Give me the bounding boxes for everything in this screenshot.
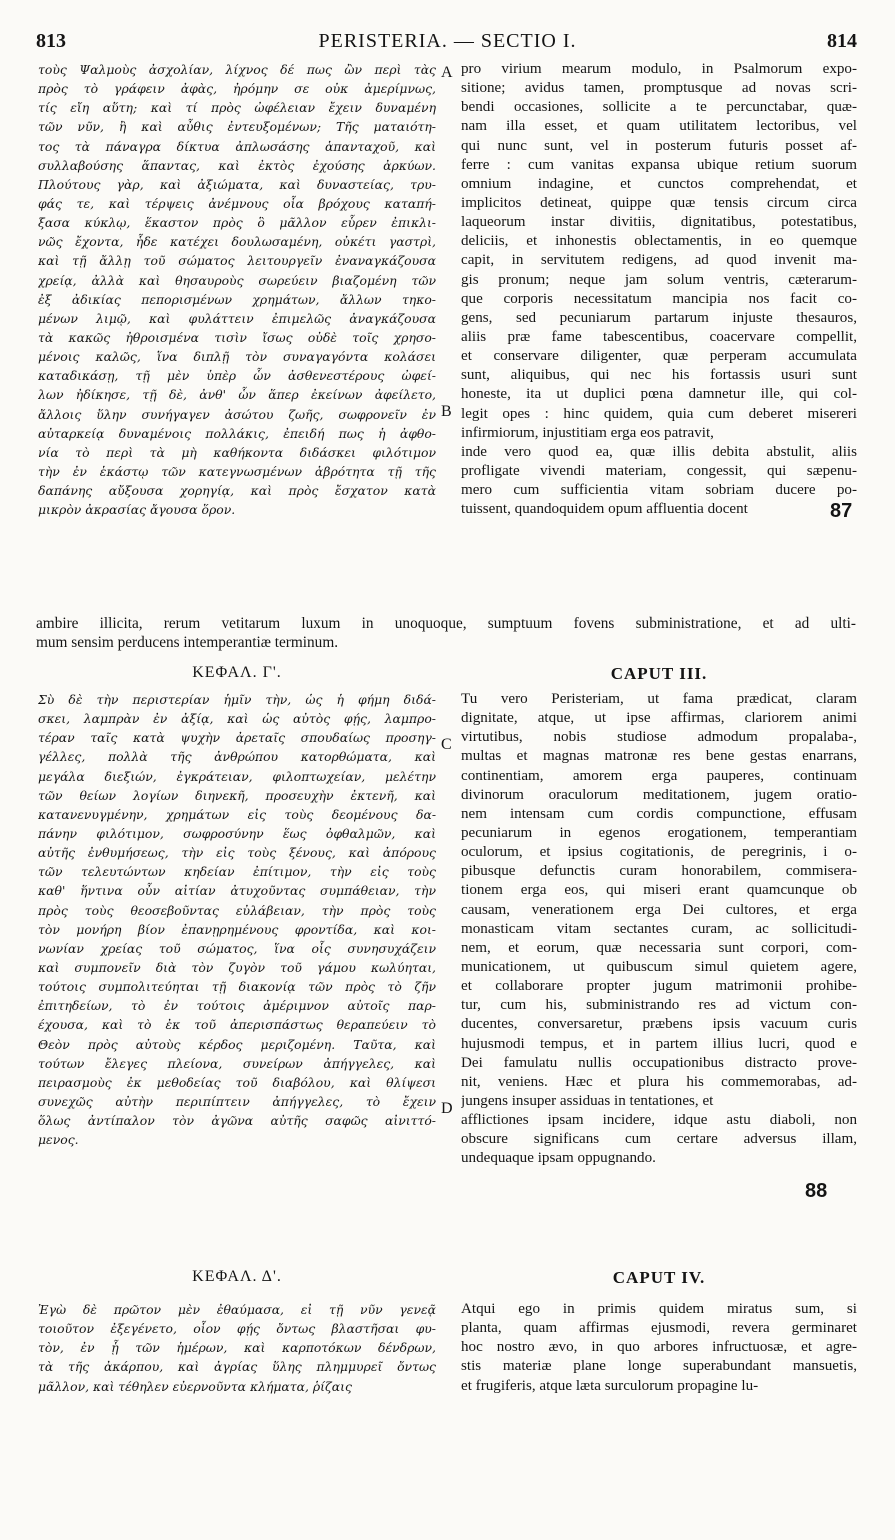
latin-column-block-2 — [461, 690, 857, 1175]
text-line: έχουσα, καὶ τὸ ἐκ τοῦ ἀπερισπάστως θεραπεύειν τὸ — [38, 1017, 436, 1033]
text-line: omnium indagine, et cunctos comprehendat, et — [461, 175, 857, 192]
text-line: συλλαβούσης ἅπαντας, καὶ ἐκτὸς ἐχούσης ἀρκύων. — [38, 157, 436, 173]
text-line: τέραν ταῖς κατὰ ψυχὴν ἀρεταῖς σπουδαίως προσηγ- — [38, 730, 436, 746]
text-line: oculorum, et ipsius cogitationis, de peregrinis, i o- — [461, 844, 857, 861]
margin-number: 87 — [830, 500, 853, 522]
text-line: καταδικάσῃ, τῇ μὲν ὑπὲρ ὧν ἀσθενεστέρους ὠφεί- — [38, 368, 436, 384]
text-line: τὸν, ἐν ᾗ τῶν ἡμέρων, καὶ καρποτόκων δένδρων, — [38, 1340, 436, 1356]
text-line: τὸν μονήρη βίον ἐπανῃρημένους φροντίδα, καὶ κοι- — [38, 921, 436, 937]
text-line: profligate vivendi materiam, congessit, qui sæpenu- — [461, 462, 857, 479]
text-line: σκει, λαμπρὰν ἐν ἀξίᾳ, καὶ ὡς αὐτὸς φῄς, λαμπρο- — [38, 711, 436, 727]
text-line: tur, cum his, subministrando res ad victum con- — [461, 997, 857, 1014]
margin-letter: A — [441, 64, 453, 81]
text-line: honeste, ita ut duplici pœna damnetur ille, qui col- — [461, 386, 857, 403]
greek-column-block-3 — [38, 1300, 436, 1410]
greek-column-block-1 — [38, 60, 436, 530]
text-line: nem, et eorum, quæ necessaria sunt corpori, com- — [461, 939, 857, 956]
text-line: inde vero quod ea, quæ illis debita abstulit, aliis — [461, 443, 857, 460]
text-line: ὅλως ἀντίπαλον τὸν ἀγῶνα αὐτῆς σαφῶς αἰνιττό- — [38, 1113, 436, 1129]
text-line: causam, venerationem erga Dei cultores, et erga — [461, 901, 857, 918]
text-line: καὶ τῇ ἄλλῃ τοῦ σώματος λειτουργεῖν ἐναναγκάζουσα — [38, 253, 436, 269]
text-line: πρὸς τὸ γράφειν ἀφὰς, ἠρόμην σε οὐκ ἀμερίμνως, — [38, 81, 436, 97]
fullwidth-continuation — [36, 614, 856, 652]
text-line: pibusque defunctis curam honorabilem, commisera- — [461, 863, 857, 880]
text-line: τοὺς Ψαλμοὺς ἀσχολίαν, λίχνος δέ πως ὢν περὶ τὰς — [38, 62, 436, 77]
text-line: nit, veniens. Hæc et plura his commemorabas, ad- — [461, 1073, 857, 1090]
latin-chapter-heading-4: CAPUT IV. — [612, 1268, 706, 1287]
text-line: μένοις καλῶς, ἵνα διπλῇ τὸν συναγαγόντα κολάσει — [38, 349, 436, 365]
text-line: mero cum sufficientia vitam sobriam ducere po- — [461, 482, 857, 499]
text-line: infirmiorum, injustitiam erga eos patravit, — [461, 424, 714, 441]
margin-number: 88 — [805, 1180, 828, 1202]
text-line: dignitate, atque, ut ipse affirmas, clariorem animi — [461, 710, 857, 727]
text-line: implicitos detineat, quippe quæ tensis circum circa — [461, 194, 857, 211]
text-line: tuissent, quandoquidem opum affluentia docent — [461, 501, 748, 518]
fullwidth-line: ambire illicita, rerum vetitarum luxum in unoquoque, sumptuum fovens subministratione, et ad ulti- — [36, 615, 856, 632]
margin-letter: D — [441, 1100, 453, 1117]
text-line: νία τὸ περὶ τὰ μὴ καθήκοντα διδάσκει φιλότιμον — [38, 444, 436, 460]
text-line: et frugiferis, atque læta surculorum propagine lu- — [461, 1377, 759, 1394]
text-line: nam illa esset, et quam utilitatem lectoribus, vel — [461, 118, 857, 135]
text-line: aliis præ fame tabescentibus, coacervare compellit, — [461, 328, 857, 345]
text-line: ferre : cum vanitas expansa ubique retium suorum — [461, 156, 857, 173]
text-line: αὐταρκείᾳ δυναμένοις πολλάκις, ἐπειδή πως ἡ ἀφθο- — [38, 425, 436, 441]
text-line: τούτοις συμπολιτεύηται τῇ διακονίᾳ τῶν πρὸς τὸ ζῆν — [38, 979, 436, 995]
fullwidth-line: mum sensim perducens intemperantiæ terminum. — [36, 634, 339, 651]
latin-chapter-heading-3: CAPUT III. — [610, 664, 708, 683]
text-line: Πλούτους γὰρ, καὶ ἀξιώματα, καὶ δυναστείας, τρυ- — [38, 176, 436, 192]
text-line: συνεχῶς αὐτὴν περιπίπτειν ἀπήγγελες, τὸ ἔχειν — [38, 1093, 436, 1109]
text-line: φάς τε, καὶ τέρψεις ἀνέμνους οἷα βρόχους καταπή- — [38, 195, 436, 211]
text-line: τίς εἴη αὕτη; καὶ τί πρὸς ὠφέλειαν ἔχειν δυναμένη — [38, 100, 436, 116]
text-line: μενος. — [38, 1132, 79, 1148]
text-line: τῶν θείων λογίων διηνεκῆ, προσευχὴν ἐκτενῆ, καὶ — [38, 787, 436, 803]
text-line: stis materiæ plane longe superabundant mansuetis, — [461, 1358, 857, 1375]
text-line: Tu vero Peristeriam, ut fama prædicat, claram — [461, 691, 857, 707]
text-line: que corporis necessitatum mancipia nos facit co- — [461, 290, 857, 307]
text-line: μένων λιμῷ, καὶ φυλάττειν ἐπιμελῶς ἀναγκάζουσα — [38, 310, 436, 326]
text-line: τῶν τελευτώντων κηδείαν ἐπίτιμον, τὴν εἰς τοὺς — [38, 864, 436, 880]
text-line: τὴν ἐν ἑκάστῳ τῶν κατεγνωσμένων ἁβρότητα τῇ τῆς — [38, 463, 436, 479]
text-line: nem intensam cum cordis compunctione, effusam — [461, 805, 857, 822]
text-line: ἄλλοις ὕλην συνήγαγεν ἀσώτου ζωῆς, σωφρονεῖν ἐν — [38, 406, 436, 422]
text-line: capit, in servitutem redigens, ad quod invenit ma- — [461, 252, 857, 269]
text-line: λων ἠδίκησε, τῇ δὲ, ἀνθ' ὧν ἅπερ ἐκείνων ἀφείλετο, — [38, 387, 436, 403]
text-line: et collaborare propter jugum matrimonii prohibe- — [461, 978, 857, 995]
text-line: πειρασμοὺς ἐκ μεθοδείας τοῦ διαβόλου, καὶ θλίψεσι — [38, 1074, 436, 1090]
text-line: ξασα κύκλῳ, ἕκαστον πρὸς ὃ μᾶλλον εὗρεν ἐπικλι- — [38, 215, 436, 231]
latin-column-block-3 — [461, 1300, 857, 1410]
text-line: laqueorum instar divitiis, dignitatibus, potestatibus, — [461, 214, 857, 231]
text-line: ἐξ ἀδικίας πεπορισμένων χρημάτων, ἄλλων τηκο- — [38, 291, 436, 307]
text-line: Ἐγὼ δὲ πρῶτον μὲν ἐθαύμασα, εἰ τῇ νῦν γενεᾷ — [38, 1302, 436, 1317]
text-line: monasticam vitam sectantes curam, ac sollicitudi- — [461, 920, 857, 937]
greek-chapter-heading-3: ΚΕΦΑΛ. Γ'. — [192, 664, 282, 681]
text-line: deliciis, et inhonestis oblectamentis, in eo quemque — [461, 233, 857, 250]
text-line: αὐτῆς ἐνθυμήσεως, τὴν εἰς τοὺς ξένους, καὶ ἀπόρους — [38, 845, 436, 861]
text-line: sitione; avidus tamen, promptusque ad novas scri- — [461, 80, 857, 97]
page-header — [0, 30, 895, 58]
text-line: sunt, aliquibus, qui nec his fortassis usuri sunt — [461, 367, 857, 384]
text-line: hoc nostro ævo, in quo arbores infructuosæ, et agre- — [461, 1339, 857, 1356]
text-line: legit opes : hinc quidem, quia cum deberet misereri — [461, 405, 857, 422]
text-line: μεγάλα διεξιών, ἐγκράτειαν, φιλοπτωχείαν, μελέτην — [38, 768, 436, 784]
text-line: τος τὰ πάναγρα δίκτυα ἀπλωσάσης ἁπανταχοῦ, καὶ — [38, 138, 436, 154]
text-line: jungens insuper assiduas in tentationes, et — [461, 1092, 714, 1109]
text-line: tionem erga eos, qui miseri erant quamcunque ob — [461, 882, 857, 899]
page-number-left: 813 — [36, 30, 66, 52]
text-line: bendi occasiones, sollicite a te percunctabar, quæ- — [461, 99, 857, 116]
greek-column-block-2 — [38, 690, 436, 1160]
text-line: obscure significans cum certare adversus illam, — [461, 1131, 857, 1148]
text-line: divinorum oraculorum meditationem, jugem oratio- — [461, 786, 857, 803]
text-line: πρὸς τοὺς θεοσεβοῦντας εὐλάβειαν, τὴν πρὸς τοὺς — [38, 902, 436, 918]
text-line: Σὺ δὲ τὴν περιστερίαν ἡμῖν τὴν, ὡς ἡ φήμη διδά- — [38, 692, 436, 707]
text-line: κατανενυγμένην, χρημάτων εἰς τοὺς δεομένους δα- — [38, 806, 436, 822]
text-line: Atqui ego in primis quidem miratus sum, si — [461, 1301, 857, 1317]
text-line: Dei famulatu nullis occupationibus distracto prove- — [461, 1054, 857, 1071]
text-line: undequaque ipsam oppugnando. — [461, 1150, 656, 1167]
text-line: et conservare diligenter, quæ perperam accumulata — [461, 348, 857, 365]
text-line: multas et magnas matronæ res bene gestas enarrans, — [461, 748, 857, 765]
text-line: νωνίαν χρείας τοῦ σώματος, ἵνα οἷς συνησυχάζειν — [38, 940, 436, 956]
text-line: μᾶλλον, καὶ τέθηλεν εὐερνοῦντα κλήματα, ῥίζαις — [38, 1378, 352, 1394]
text-line: τὰ τῆς ἀκάρπου, καὶ ἀγρίας ὕλης πλημμυρεῖ ὄντως — [38, 1359, 436, 1375]
running-title: PERISTERIA. — SECTIO I. — [318, 30, 577, 52]
text-line: gens, sed pecuniarum partarum injuste thesauros, — [461, 309, 857, 326]
text-line: hujusmodi tempus, et in partem illius lucri, quod e — [461, 1035, 857, 1052]
text-line: δαπάνης αὔξουσα χορηγίᾳ, καὶ πρὸς ἔσχατον κατὰ — [38, 483, 436, 499]
text-line: γέλλες, πολλὰ τῆς ἀνθρώπου κατορθώματα, καὶ — [38, 749, 436, 765]
text-line: pecuniarum in egenos erogationem, temperantiam — [461, 824, 857, 841]
text-line: municationem, ut quibuscum simul quietem agere, — [461, 958, 857, 975]
text-line: καθ' ἥντινα οὖν αἰτίαν ἀτυχοῦντας συμπάθειαν, τὴν — [38, 883, 436, 899]
text-line: qui nunc sunt, vel in posterum futuris posset af- — [461, 137, 857, 154]
margin-letter: C — [441, 736, 452, 753]
text-line: gis pronum; neque jam solum ventris, cæterarum- — [461, 271, 857, 288]
text-line: pro virium mearum modulo, in Psalmorum expo- — [461, 61, 857, 77]
greek-chapter-heading-4: ΚΕΦΑΛ. Δ'. — [192, 1268, 282, 1285]
text-line: virtutibus, nobis studiose admodum propalaba-, — [461, 729, 857, 746]
text-line: πάνην φιλότιμον, σωφροσύνην ἕως ὀφθαλμῶν, καὶ — [38, 825, 436, 841]
page-number-right: 814 — [827, 30, 857, 52]
text-line: μικρὸν ἀκρασίας ἄγουσα ὅρον. — [38, 502, 236, 518]
text-line: νῶς ἔχοντα, ἧδε κατέχει δουλωσαμένη, οὐκέτι γαστρὶ, — [38, 234, 436, 250]
text-line: καὶ συμπονεῖν διὰ τὸν ζυγὸν τοῦ γάμου κωλύηται, — [38, 959, 436, 975]
text-line: Θεὸν πρὸς αὐτοὺς κέρδος μεριζομένη. Ταῦτα, καὶ — [38, 1036, 436, 1052]
text-line: χρείᾳ, ἀλλὰ καὶ θησαυροὺς σωρεύειν βιαζομένη τῶν — [38, 272, 436, 288]
text-line: τούτων ἔλεγες πλείονα, συνείρων ἀπήγγελες, καὶ — [38, 1055, 436, 1071]
margin-letter: B — [441, 403, 452, 420]
text-line: τοιοῦτον ἐξεγένετο, οἷον φῄς ὄντως βλαστῆσαι φυ- — [38, 1321, 436, 1337]
text-line: ἐπιτηδείων, τὸ ἐν τούτοις ἀμέριμνον αὐτοῖς παρ- — [38, 998, 436, 1014]
text-line: planta, quam affirmas ejusmodi, revera germinaret — [461, 1320, 857, 1337]
text-line: τῶν νῦν, ἢ καὶ αὖθις ἐντευξομένων; Τῆς ματαιότη- — [38, 119, 436, 135]
text-line: continentiam, amorem erga pauperes, continuam — [461, 767, 857, 784]
latin-column-block-1 — [461, 60, 857, 530]
text-line: afflictiones ipsam incidere, idque astu diaboli, non — [461, 1112, 857, 1129]
text-line: ducentes, conversaretur, præbens ipsis vacuum curis — [461, 1016, 857, 1033]
text-line: τὰ κακῶς ἠθροισμένα τισὶν ἴσως οὐδὲ τοῖς χρησο- — [38, 329, 436, 345]
